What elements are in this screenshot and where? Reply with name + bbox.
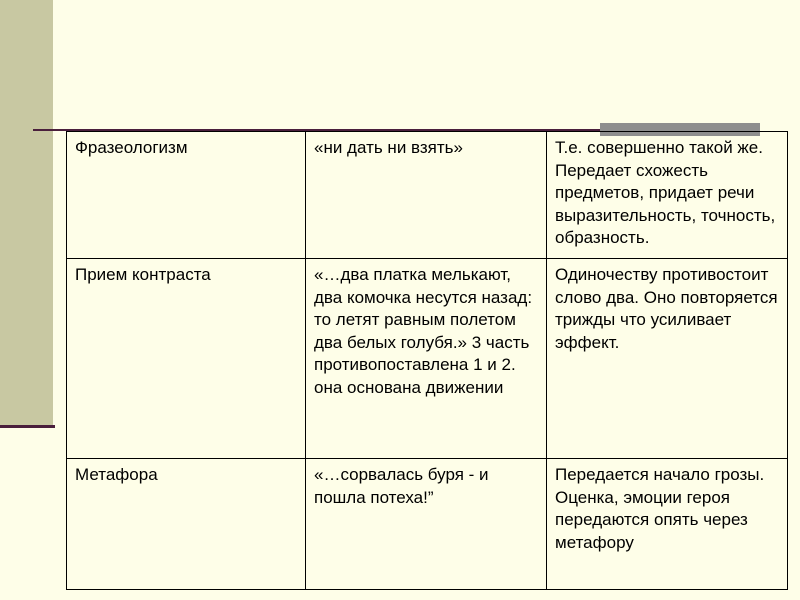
example-cell: «…сорвалась буря - и пошла потеха!”: [306, 459, 547, 590]
explanation-cell: Одиночеству противостоит слово два. Оно повторяется трижды что усиливает эффект.: [547, 259, 788, 459]
left-decor-bar: [0, 0, 53, 428]
table-row: [67, 132, 788, 259]
table-row: [67, 459, 788, 590]
term-cell: Фразеологизм: [67, 132, 306, 259]
term-cell: Прием контраста: [67, 259, 306, 459]
table-row: [67, 259, 788, 459]
example-cell: «…два платка мелькают, два комочка несутся назад: то летят равным полетом два белых голубя.» 3 часть противопоставлена 1 и 2. она основана движении: [306, 259, 547, 459]
term-cell: Метафора: [67, 459, 306, 590]
explanation-cell: Передается начало грозы. Оценка, эмоции героя передаются опять через метафору: [547, 459, 788, 590]
analysis-table-container: [66, 131, 787, 589]
left-decor-line: [0, 425, 55, 428]
analysis-table: [66, 131, 788, 590]
explanation-cell: Т.е. совершенно такой же. Передает схожесть предметов, придает речи выразительность, точность, образность.: [547, 132, 788, 259]
example-cell: «ни дать ни взять»: [306, 132, 547, 259]
